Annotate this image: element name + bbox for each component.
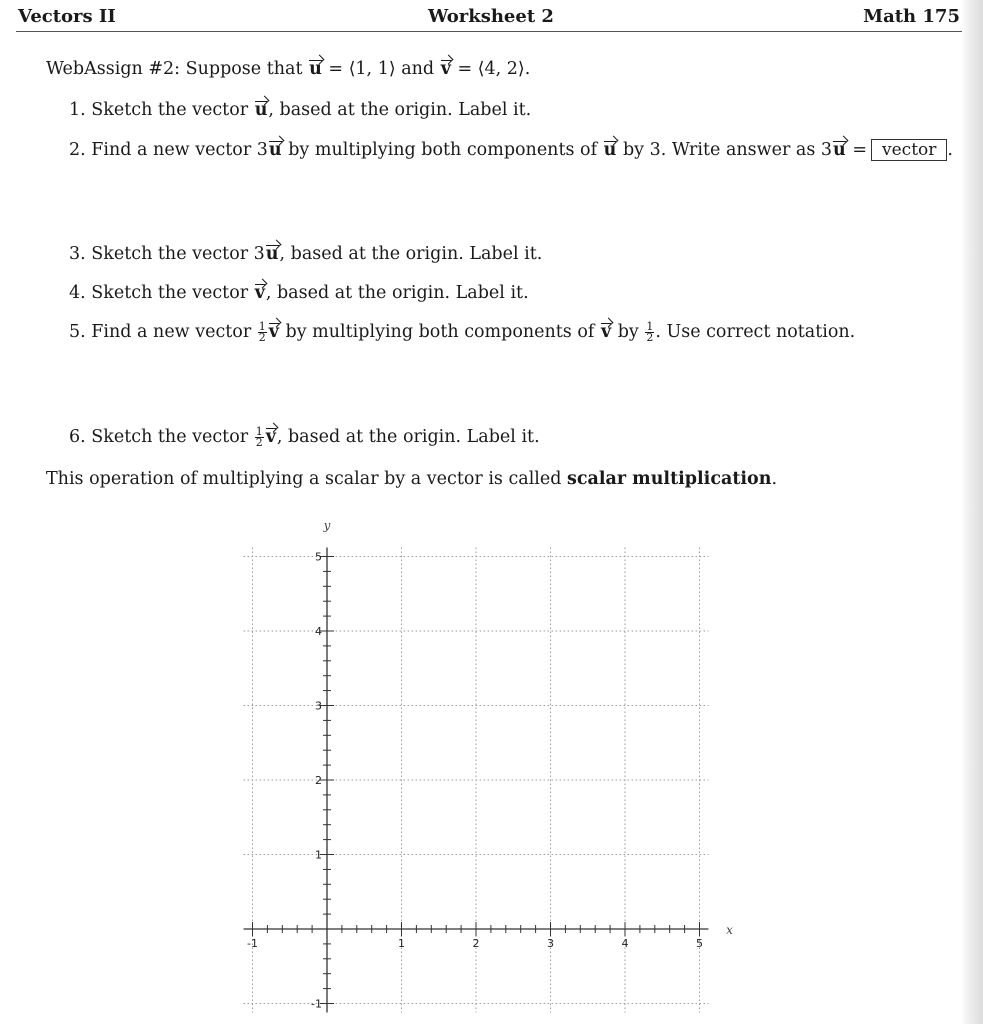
item-text: .: [947, 140, 953, 160]
vector-v-symbol: v: [600, 322, 612, 342]
vector-u-symbol: u: [833, 140, 846, 160]
closing-text: This operation of multiplying a scalar by a vector is called: [46, 469, 562, 489]
intro-eq2: = ⟨4, 2⟩.: [457, 59, 531, 79]
item-text: . Use correct notation.: [655, 322, 856, 342]
intro-eq1: = ⟨1, 1⟩ and: [328, 59, 435, 79]
vector-u-symbol: u: [254, 100, 268, 120]
item-number: 3.: [69, 244, 86, 264]
item-text: Sketch the vector: [91, 100, 249, 120]
fraction-half: $\frac{1}{2}$: [255, 425, 263, 449]
answer-box[interactable]: vector: [871, 139, 947, 161]
item-text: =: [852, 140, 868, 160]
y-tick-label: 3: [315, 699, 322, 713]
y-tick-label: 4: [315, 625, 322, 638]
fraction-half: $\frac{1}{2}$: [258, 320, 266, 344]
y-tick-label: -1: [311, 997, 322, 1011]
vector-v-symbol: v: [265, 427, 276, 447]
header-right: Math 175: [863, 6, 960, 27]
item-text: Find a new vector 3: [91, 140, 268, 160]
header-left: Vectors II: [18, 6, 116, 27]
y-tick-label: 5: [315, 550, 322, 564]
vector-v-symbol: v: [254, 283, 265, 303]
vector-v-symbol: v: [440, 59, 451, 79]
x-tick-label: 1: [398, 937, 405, 950]
item-text: Sketch the vector 3: [91, 244, 265, 264]
item-text: Find a new vector: [91, 322, 252, 342]
item-text: , based at the origin. Label it.: [268, 100, 532, 120]
item-text: by 3. Write answer as 3: [622, 140, 833, 160]
item-text: by multiplying both components of: [288, 140, 598, 160]
closing-bold-term: scalar multiplication: [567, 469, 772, 489]
vector-v-symbol: v: [268, 322, 279, 342]
x-tick-label: -1: [247, 937, 258, 950]
item-text: , based at the origin. Label it.: [265, 283, 529, 303]
intro-text: WebAssign #2: Suppose that: [46, 59, 303, 79]
vector-u-symbol: u: [268, 140, 282, 160]
vector-u-symbol: u: [603, 140, 617, 160]
item-text: Sketch the vector: [91, 427, 249, 447]
item-text: Sketch the vector: [91, 283, 249, 303]
x-tick-label: 4: [621, 937, 629, 950]
vector-u-symbol: u: [309, 59, 322, 79]
x-tick-label: 2: [472, 937, 480, 950]
y-axis-label: y: [323, 518, 331, 533]
y-tick-label: 1: [315, 848, 322, 862]
x-axis-label: x: [726, 923, 733, 937]
item-number: 5.: [69, 322, 86, 342]
item-number: 1.: [69, 100, 86, 120]
x-tick-label: 3: [547, 937, 554, 950]
vector-u-symbol: u: [265, 244, 279, 264]
item-text: by multiplying both components of: [285, 322, 595, 342]
item-number: 6.: [69, 427, 86, 447]
item-text: by: [617, 322, 639, 342]
item-text: , based at the origin. Label it.: [279, 244, 543, 264]
x-tick-label: 5: [696, 937, 703, 950]
fraction-half: $\frac{1}{2}$: [646, 320, 654, 344]
y-tick-label: 2: [315, 774, 322, 787]
item-number: 2.: [69, 140, 86, 160]
closing-tail: .: [771, 469, 778, 489]
header-center: Worksheet 2: [428, 6, 554, 27]
item-text: , based at the origin. Label it.: [276, 427, 540, 447]
item-number: 4.: [69, 283, 86, 303]
